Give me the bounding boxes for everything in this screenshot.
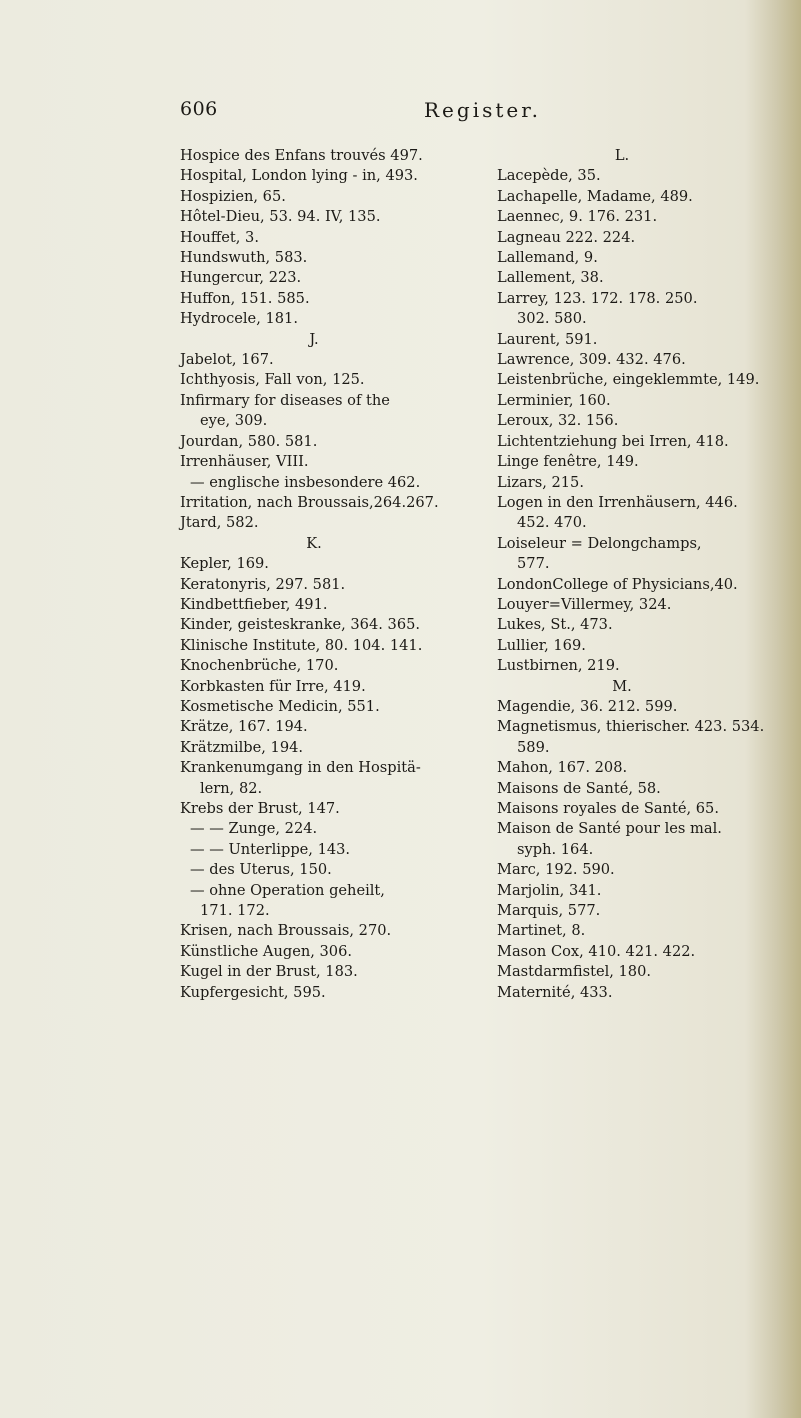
index-entry: Klinische Institute, 80. 104. 141. — [180, 636, 423, 654]
index-entry: Maisons de Santé, 58. — [497, 779, 661, 797]
index-column-left — [180, 146, 488, 1003]
index-entry: Krebs der Brust, 147. — [180, 800, 340, 817]
index-entry: Hôtel-Dieu, 53. 94. IV, 135. — [180, 208, 381, 226]
index-entry: Krätze, 167. 194. — [180, 718, 308, 736]
index-entry: Kosmetische Medicin, 551. — [180, 697, 380, 715]
index-entry: Lallemand, 9. — [497, 249, 598, 267]
index-entry: Maisons royales de Santé, 65. — [497, 800, 719, 817]
index-entry: Irritation, nach Broussais,264.267. — [180, 493, 439, 511]
index-entry: Leroux, 32. 156. — [497, 412, 619, 430]
index-entry: Hundswuth, 583. — [180, 249, 308, 267]
index-entry-continuation: 452. 470. — [517, 514, 587, 532]
index-entry: Jtard, 582. — [180, 514, 259, 532]
index-entry: Louyer=Villermey, 324. — [497, 595, 672, 613]
index-entry: LondonCollege of Physicians,40. — [497, 575, 738, 593]
index-entry: Kindbettfieber, 491. — [180, 595, 328, 613]
index-entry-continuation: 589. — [517, 738, 550, 756]
index-entry-continuation: syph. 164. — [517, 840, 594, 858]
index-entry: — — Zunge, 224. — [190, 820, 318, 838]
index-entry: Hospital, London lying - in, 493. — [180, 167, 418, 185]
page-number: 606 — [180, 98, 218, 120]
index-entry: Krisen, nach Broussais, 270. — [180, 922, 392, 940]
index-entry: Jourdan, 580. 581. — [180, 432, 318, 450]
index-entry: Lawrence, 309. 432. 476. — [497, 351, 686, 369]
index-entry: Larrey, 123. 172. 178. 250. — [497, 289, 698, 307]
index-entry: Irrenhäuser, VIII. — [180, 453, 309, 471]
section-letter: K. — [306, 534, 322, 552]
index-entry-continuation: 302. 580. — [517, 310, 587, 328]
index-entry: Knochenbrüche, 170. — [180, 657, 339, 675]
index-entry: Infirmary for diseases of the — [180, 391, 390, 409]
index-entry: Marjolin, 341. — [497, 881, 602, 899]
index-entry: Kugel in der Brust, 183. — [180, 963, 358, 981]
index-entry: — des Uterus, 150. — [190, 861, 332, 879]
index-entry: Lallement, 38. — [497, 269, 604, 287]
index-entry: Hospice des Enfans trouvés 497. — [180, 147, 423, 164]
index-entry: Korbkasten für Irre, 419. — [180, 677, 366, 695]
index-entry: Hydrocele, 181. — [180, 310, 298, 328]
index-entry: Logen in den Irrenhäusern, 446. — [497, 493, 738, 511]
index-entry: Hospizien, 65. — [180, 187, 286, 205]
index-entry-continuation: lern, 82. — [200, 779, 263, 797]
index-entry: Ichthyosis, Fall von, 125. — [180, 371, 365, 389]
index-entry: Kupfergesicht, 595. — [180, 983, 326, 1001]
index-entry: Krankenumgang in den Hospitä- — [180, 759, 421, 777]
index-column-right — [497, 146, 787, 1003]
page-header — [180, 98, 680, 128]
index-entry: Lerminier, 160. — [497, 391, 611, 409]
index-entry: Martinet, 8. — [497, 922, 586, 940]
index-entry: Kinder, geisteskranke, 364. 365. — [180, 616, 421, 634]
index-entry-continuation: 171. 172. — [200, 902, 270, 920]
index-entry: Lachapelle, Madame, 489. — [497, 187, 693, 205]
index-entry: Laurent, 591. — [497, 330, 598, 348]
index-entry: Marc, 192. 590. — [497, 861, 615, 879]
index-entry: Lagneau 222. 224. — [497, 228, 636, 246]
index-entry: Lullier, 169. — [497, 636, 586, 654]
index-entry: — — Unterlippe, 143. — [190, 840, 351, 858]
index-entry: — ohne Operation geheilt, — [190, 881, 385, 899]
index-entry: Kepler, 169. — [180, 555, 269, 573]
index-entry: Keratonyris, 297. 581. — [180, 575, 346, 593]
index-entry: Lizars, 215. — [497, 473, 584, 491]
index-entry: Maison de Santé pour les mal. — [497, 820, 722, 838]
index-entry: Laennec, 9. 176. 231. — [497, 208, 658, 226]
index-entry: Künstliche Augen, 306. — [180, 942, 353, 960]
section-letter: L. — [614, 147, 630, 164]
index-entry: Krätzmilbe, 194. — [180, 738, 304, 756]
index-entry: Huffon, 151. 585. — [180, 289, 310, 307]
index-entry: Jabelot, 167. — [180, 351, 274, 369]
index-entry: Mastdarmfistel, 180. — [497, 963, 652, 981]
index-entry: Lacepède, 35. — [497, 167, 601, 185]
index-entry: — englische insbesondere 462. — [190, 473, 421, 491]
index-entry: Lukes, St., 473. — [497, 616, 613, 634]
index-entry: Marquis, 577. — [497, 902, 601, 920]
index-entry: Maternité, 433. — [497, 983, 613, 1001]
index-entry: Mason Cox, 410. 421. 422. — [497, 942, 696, 960]
index-entry: Hungercur, 223. — [180, 269, 302, 287]
index-entry: Magendie, 36. 212. 599. — [497, 697, 678, 715]
index-entry-continuation: 577. — [517, 555, 550, 573]
index-entry: Lustbirnen, 219. — [497, 657, 620, 675]
index-entry: Loiseleur = Delongchamps, — [497, 534, 702, 552]
index-entry: Magnetismus, thierischer. 423. 534. — [497, 718, 765, 736]
index-entry: Lichtentziehung bei Irren, 418. — [497, 432, 729, 450]
index-entry: Mahon, 167. 208. — [497, 759, 628, 777]
running-title: Register. — [424, 98, 541, 122]
index-entry: Leistenbrüche, eingeklemmte, 149. — [497, 371, 760, 389]
section-letter: M. — [612, 677, 632, 695]
index-entry: Houffet, 3. — [180, 228, 259, 246]
section-letter: J. — [309, 330, 319, 348]
index-entry: Linge fenêtre, 149. — [497, 453, 639, 471]
index-entry-continuation: eye, 309. — [200, 412, 268, 430]
